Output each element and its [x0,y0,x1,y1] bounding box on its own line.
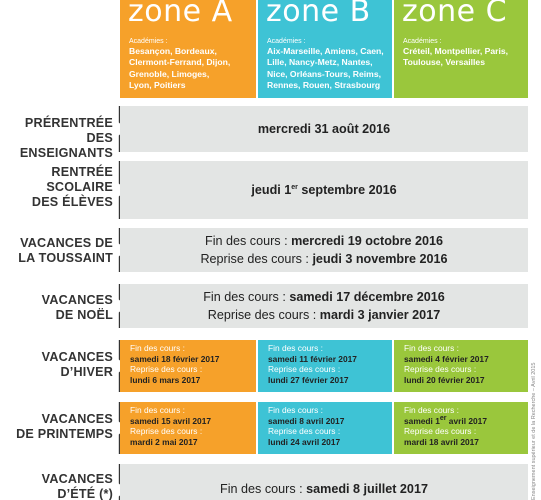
fin-date: samedi 1er avril 2017 [404,414,487,426]
zone-b-header [258,0,392,98]
zone-a-academies-label: Académies : [129,38,168,45]
hiver-zone-b-cell [258,340,392,392]
row-label-rentree [0,165,113,210]
fin-date: samedi 15 avril 2017 [130,415,212,426]
row-label-line: RENTRÉE [51,165,113,179]
fin-label: Fin des cours : [130,405,185,415]
ete-box [120,464,528,500]
reprise-date: lundi 6 mars 2017 [130,374,201,385]
fin-label: Fin des cours : [130,343,185,353]
zone-a-city-line: Grenoble, Limoges, [129,68,210,79]
zone-c-academies [403,46,508,69]
noel-box [120,284,528,328]
zone-b-academies-label: Académies : [267,38,306,45]
reprise-date: mardi 18 avril 2017 [404,436,479,447]
row-label-line: VACANCES DE [20,236,113,250]
noel-fin: Fin des cours : samedi 17 décembre 2016 [203,290,445,304]
reprise-date: mardi 2 mai 2017 [130,436,198,447]
row-label-toussaint [0,236,113,266]
row-label-hiver [0,350,113,380]
fin-label: Fin des cours : [268,405,323,415]
toussaint-box [120,228,528,272]
rentree-date: jeudi 1er septembre 2016 [251,183,397,197]
fin-date: samedi 8 avril 2017 [268,415,345,426]
reprise-date: lundi 20 février 2017 [404,374,485,385]
noel-reprise: Reprise des cours : mardi 3 janvier 2017 [207,308,441,322]
row-label-line: DES ÉLÈVES [31,195,113,209]
reprise-label: Reprise des cours : [404,426,477,437]
row-label-line: D’ÉTÉ (*) [57,487,113,500]
zone-a-city-line: Lyon, Poitiers [129,79,186,90]
credit-text: Enseignement supérieur et de la Recherche – Avril 2015 [531,362,537,500]
zone-c-academies-label: Académies : [403,38,442,45]
printemps-zone-c-cell [394,402,528,454]
hiver-zone-a-cell [120,340,256,392]
row-label-line: DE NOËL [55,308,113,322]
reprise-label: Reprise des cours : [404,364,477,375]
hiver-zone-c-cell [394,340,528,392]
zone-b-city-line: Aix-Marseille, Amiens, Caen, [267,46,384,56]
row-label-printemps [0,412,113,442]
row-label-ete [0,472,113,500]
prerentree-date: mercredi 31 août 2016 [257,122,391,136]
row-label-line: DE PRINTEMPS [16,427,113,441]
zone-b-city-line: Lille, Nancy-Metz, Nantes, [267,57,373,68]
fin-label: Fin des cours : [404,405,459,415]
fin-date: samedi 4 février 2017 [404,353,489,364]
zone-a-header [120,0,256,98]
row-label-prerentree [0,116,113,161]
reprise-date: lundi 27 février 2017 [268,374,349,385]
zone-c-city-line: Créteil, Montpellier, Paris, [403,46,509,56]
fin-label: Fin des cours : [268,343,323,353]
reprise-label: Reprise des cours : [130,364,203,375]
fin-label: Fin des cours : [404,343,459,353]
zone-c-title: zone C [402,0,508,29]
row-label-line: LA TOUSSAINT [18,251,113,265]
reprise-label: Reprise des cours : [130,426,203,437]
prerentree-box [120,106,528,152]
row-label-line: SCOLAIRE [46,180,113,194]
row-label-line: VACANCES [41,350,113,364]
reprise-date: lundi 24 avril 2017 [268,436,341,447]
zone-a-academies [129,46,230,91]
zone-a-city-line: Besançon, Bordeaux, [129,46,217,56]
fin-date: samedi 18 février 2017 [130,353,220,364]
zone-a-title: zone A [128,0,233,29]
row-label-line: VACANCES [41,412,113,426]
fin-date: samedi 11 février 2017 [268,353,357,364]
row-label-line: D’HIVER [60,365,113,379]
toussaint-reprise: Reprise des cours : jeudi 3 novembre 2016 [200,252,448,266]
row-label-line: VACANCES [41,472,113,486]
zone-b-city-line: Rennes, Rouen, Strasbourg [267,79,381,90]
row-label-line: VACANCES [41,293,113,307]
row-label-line: ENSEIGNANTS [19,146,113,160]
rentree-box [120,161,528,219]
zone-b-academies [267,46,384,91]
zone-a-city-line: Clermont-Ferrand, Dijon, [129,57,231,68]
row-label-line: PRÉRENTRÉE DES [24,116,113,145]
reprise-label: Reprise des cours : [268,364,341,375]
toussaint-fin: Fin des cours : mercredi 19 octobre 2016 [205,234,443,248]
zone-b-title: zone B [266,0,371,29]
zone-b-city-line: Nice, Orléans-Tours, Reims, [267,68,381,79]
zone-c-city-line: Toulouse, Versailles [403,57,485,68]
zone-c-header [394,0,528,98]
row-label-noel [0,293,113,323]
printemps-zone-b-cell [258,402,392,454]
printemps-zone-a-cell [120,402,256,454]
ete-fin: Fin des cours : samedi 8 juillet 2017 [220,482,428,496]
reprise-label: Reprise des cours : [268,426,341,437]
